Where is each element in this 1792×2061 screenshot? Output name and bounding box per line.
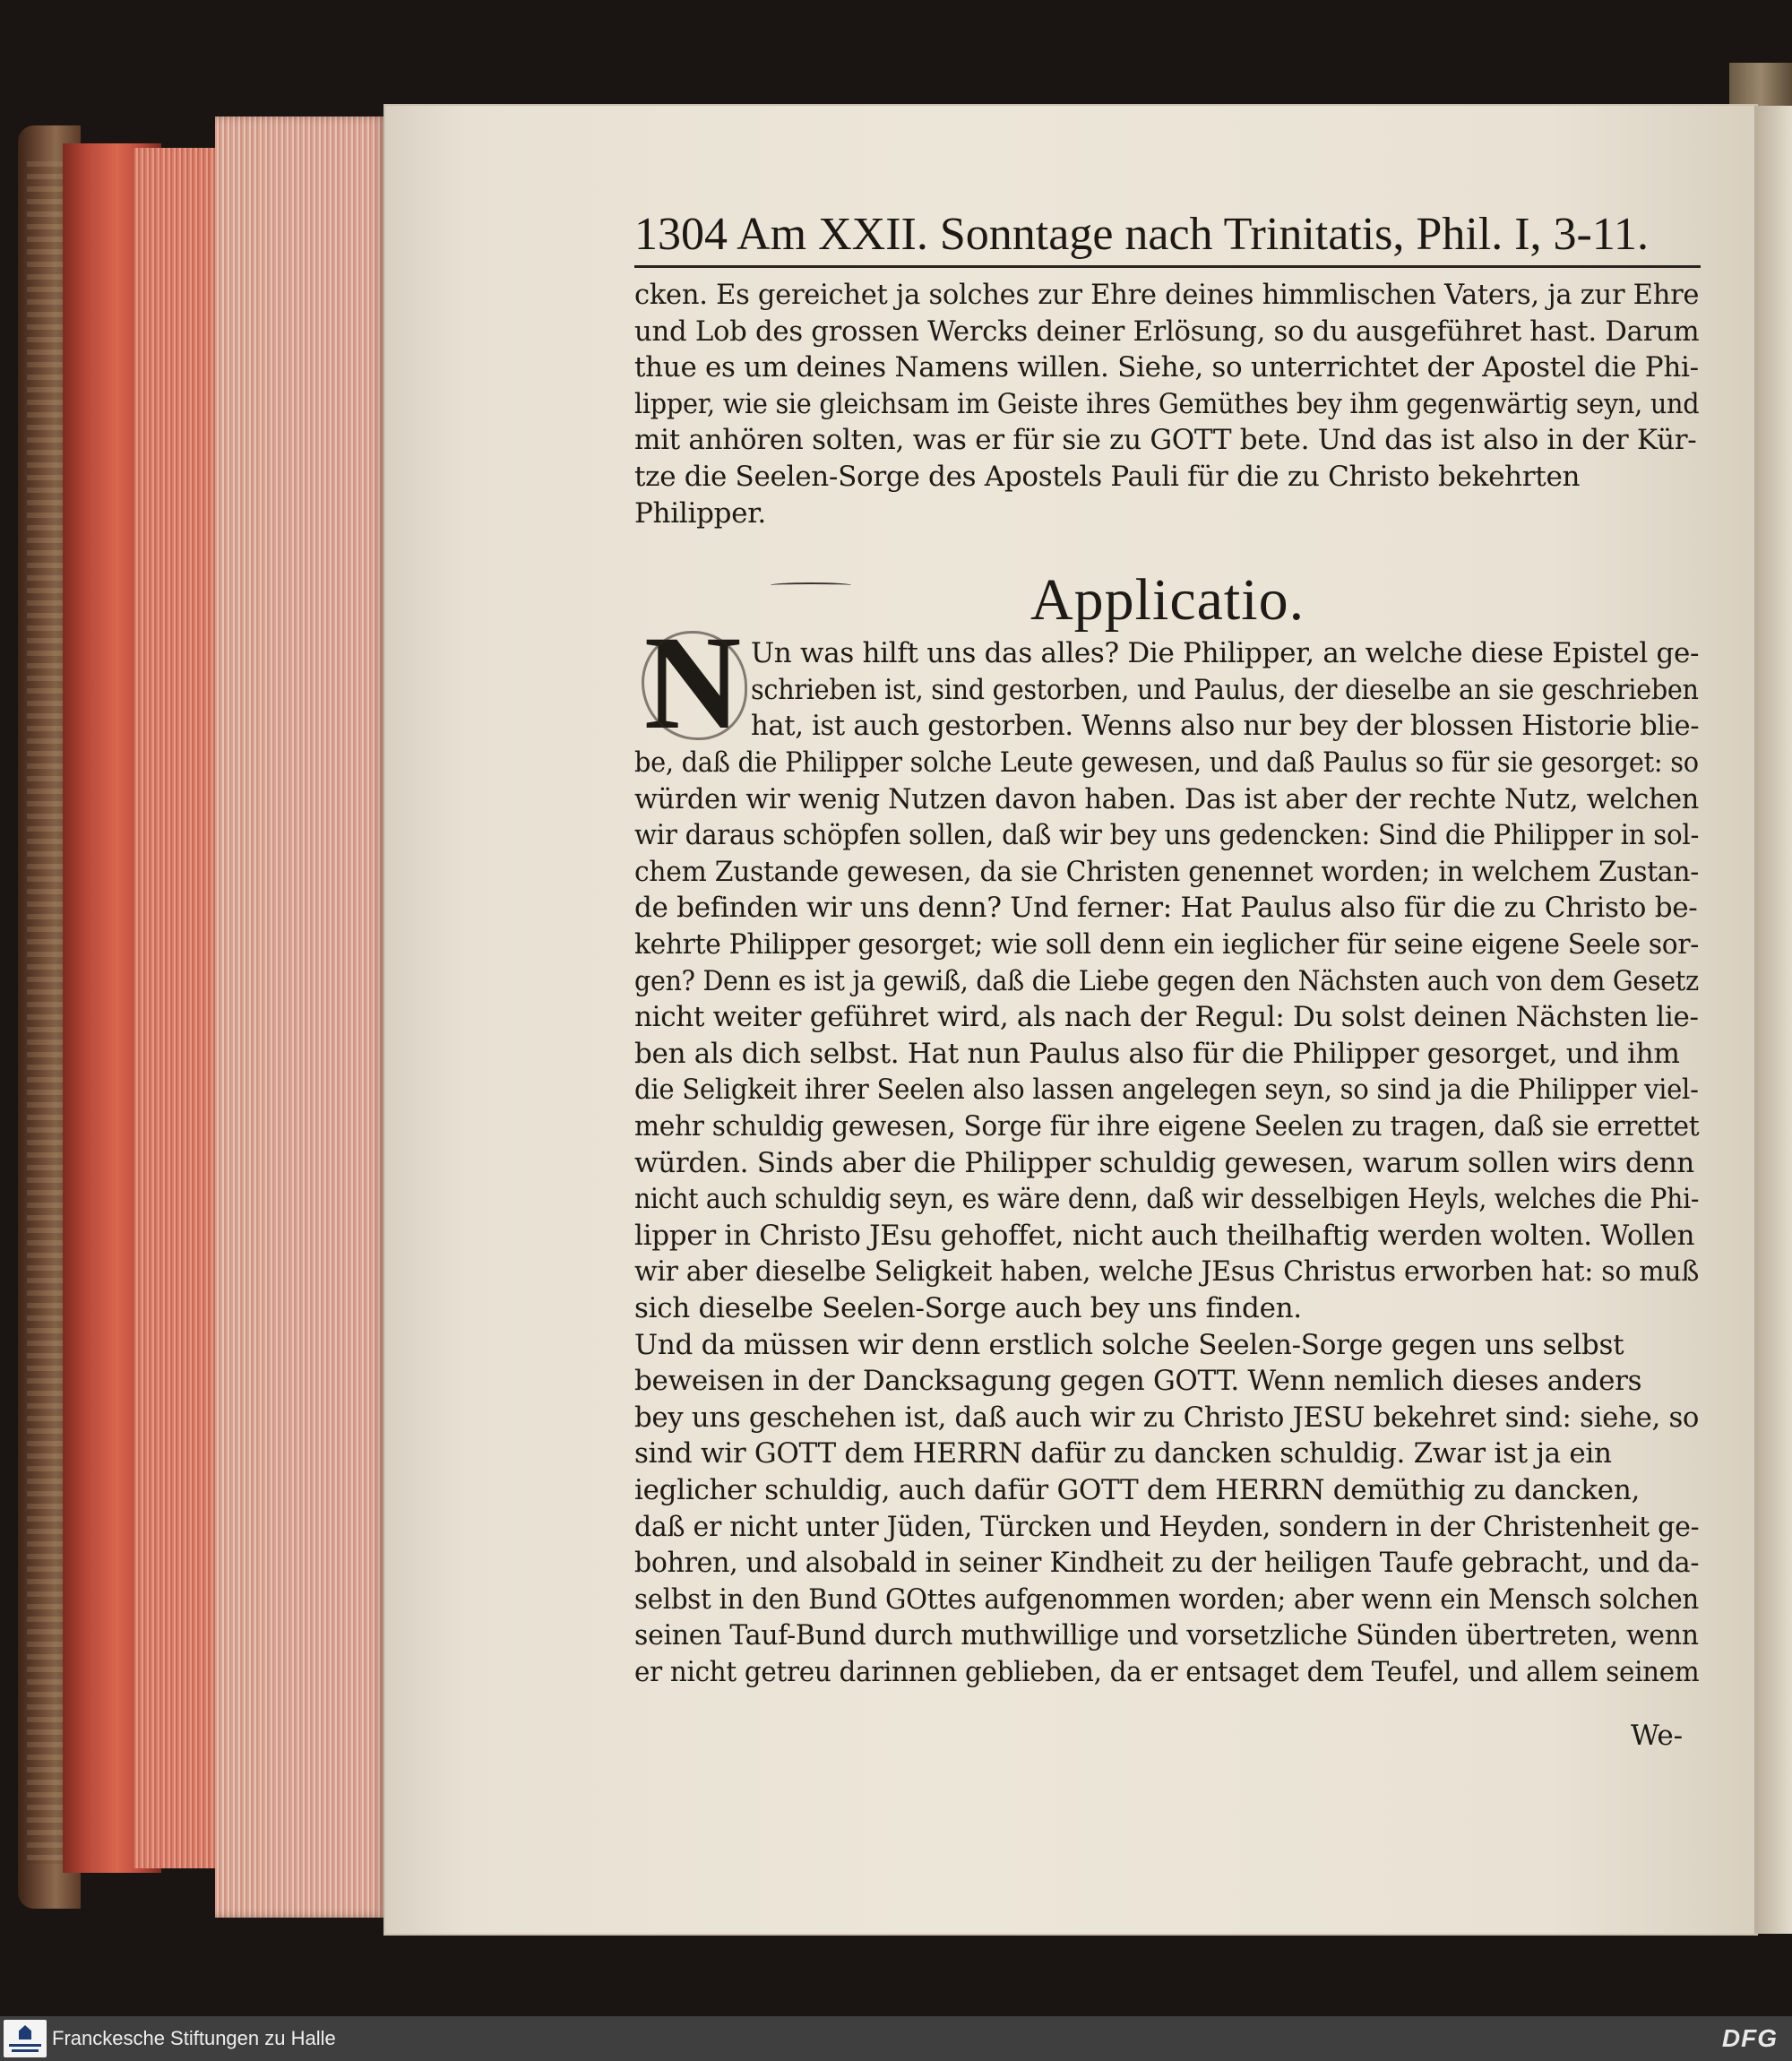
text-line: daß er nicht unter Jüden, Türcken und Heyden, sondern in der Christenheit ge- — [634, 1510, 1700, 1543]
institution-label: Franckesche Stiftungen zu Halle — [52, 2027, 336, 2049]
text-line: nicht auch schuldig seyn, es wäre denn, daß wir desselbigen Heyls, welches die Phi- — [634, 1183, 1700, 1216]
footer-bar — [0, 2016, 1792, 2061]
text-line: selbst in den Bund GOttes aufgenommen worden; aber wenn ein Mensch solchen — [634, 1582, 1699, 1616]
dropcap-letter: N — [638, 625, 747, 740]
text-line: ben als dich selbst. Hat nun Paulus also für die Philipper gesorget, und ihm — [634, 1037, 1680, 1070]
text-line: bey uns geschehen ist, daß auch wir zu Christo JESU bekehret sind: siehe, so — [634, 1401, 1700, 1434]
text-line: schrieben ist, sind gestorben, und Paulus, der dieselbe an sie geschrieben — [751, 673, 1699, 706]
text-line: ieglicher schuldig, auch dafür GOTT dem HERRN demüthig zu dancken, — [634, 1474, 1641, 1506]
text-line: cken. Es gereichet ja solches zur Ehre deines himmlischen Vaters, ja zur Ehre — [634, 279, 1700, 311]
page-stack — [215, 116, 385, 1918]
text-line: mehr schuldig gewesen, Sorge für ihre eigene Seelen zu tragen, daß sie errettet — [634, 1110, 1700, 1143]
running-head: 1304 Am XXII. Sonntage nach Trinitatis, Phil. I, 3-11. — [634, 209, 1649, 260]
text-line: würden wir wenig Nutzen davon haben. Das ist aber der rechte Nutz, welchen — [634, 782, 1699, 815]
text-line: mit anhören solten, was er für sie zu GOTT bete. Und das ist also in der Kür- — [634, 424, 1697, 457]
heading-flourish — [771, 582, 851, 588]
text-line: nicht weiter geführet wird, als nach der Regul: Du solst deinen Nächsten lie- — [634, 1001, 1699, 1034]
text-line: Und da müssen wir denn erstlich solche Seelen-Sorge gegen uns selbst — [634, 1328, 1624, 1361]
text-line: seinen Tauf-Bund durch muthwillige und vorsetzliche Sünden übertreten, wenn — [634, 1619, 1699, 1652]
catchword: We- — [1631, 1720, 1684, 1752]
cover-texture — [27, 161, 63, 1864]
francke-foundations-logo-icon — [4, 2020, 47, 2057]
text-line: wir aber dieselbe Seligkeit haben, welche JEsus Christus erworben hat: so muß — [634, 1255, 1700, 1289]
text-line: tze die Seelen-Sorge des Apostels Pauli für die zu Christo bekehrten — [634, 461, 1581, 493]
text-line: beweisen in der Dancksagung gegen GOTT. Wenn nemlich dieses anders — [634, 1365, 1642, 1398]
section-heading: Applicatio. — [1030, 567, 1305, 633]
page-edge-red-inner — [134, 148, 215, 1868]
text-line: Philipper. — [634, 496, 766, 530]
text-line: sich dieselbe Seelen-Sorge auch bey uns finden. — [634, 1292, 1302, 1324]
text-line: wir daraus schöpfen sollen, daß wir bey uns gedencken: Sind die Philipper in sol- — [634, 819, 1700, 852]
text-line: be, daß die Philipper solche Leute gewesen, und daß Paulus so für sie gesorget: so — [634, 746, 1699, 779]
text-line: lipper, wie sie gleichsam im Geiste ihres Gemüthes bey ihm gegenwärtig seyn, und — [634, 387, 1700, 420]
text-line: er nicht getreu darinnen geblieben, da er entsaget dem Teufel, und allem seinem — [634, 1656, 1700, 1688]
text-line: hat, ist auch gestorben. Wenns also nur bey der blossen Historie blie- — [751, 710, 1700, 743]
text-line: Un was hilft uns das alles? Die Philipper, an welche diese Epistel ge- — [751, 637, 1700, 669]
text-line: chem Zustande gewesen, da sie Christen genennet worden; in welchem Zustan- — [634, 855, 1700, 888]
text-line: lipper in Christo JEsu gehoffet, nicht auch theilhaftig werden wolten. Wollen — [634, 1219, 1695, 1252]
text-line: de befinden wir uns denn? Und ferner: Hat Paulus also für die zu Christo be- — [634, 892, 1698, 925]
running-head-rule — [634, 265, 1701, 268]
text-line: thue es um deines Namens willen. Siehe, so unterrichtet der Apostel die Phi- — [634, 351, 1699, 384]
text-line: die Seligkeit ihrer Seelen also lassen angelegen seyn, so sind ja die Philipper viel- — [634, 1074, 1699, 1107]
text-line: und Lob des grossen Wercks deiner Erlösung, so du ausgeführet hast. Darum — [634, 315, 1700, 348]
page-fold — [1754, 106, 1792, 1934]
dfg-logo: DFG — [1721, 2024, 1778, 2052]
text-line: kehrte Philipper gesorget; wie soll denn ein ieglicher für seine eigene Seele sor- — [634, 928, 1699, 961]
text-line: würden. Sinds aber die Philipper schuldig gewesen, warum sollen wirs denn — [634, 1146, 1694, 1179]
text-line: sind wir GOTT dem HERRN dafür zu dancken schuldig. Zwar ist ja ein — [634, 1437, 1612, 1470]
text-line: gen? Denn es ist ja gewiß, daß die Liebe gegen den Nächsten auch von dem Gesetz — [634, 964, 1699, 997]
text-line: bohren, und alsobald in seiner Kindheit zu der heiligen Taufe gebracht, und da- — [634, 1547, 1700, 1580]
